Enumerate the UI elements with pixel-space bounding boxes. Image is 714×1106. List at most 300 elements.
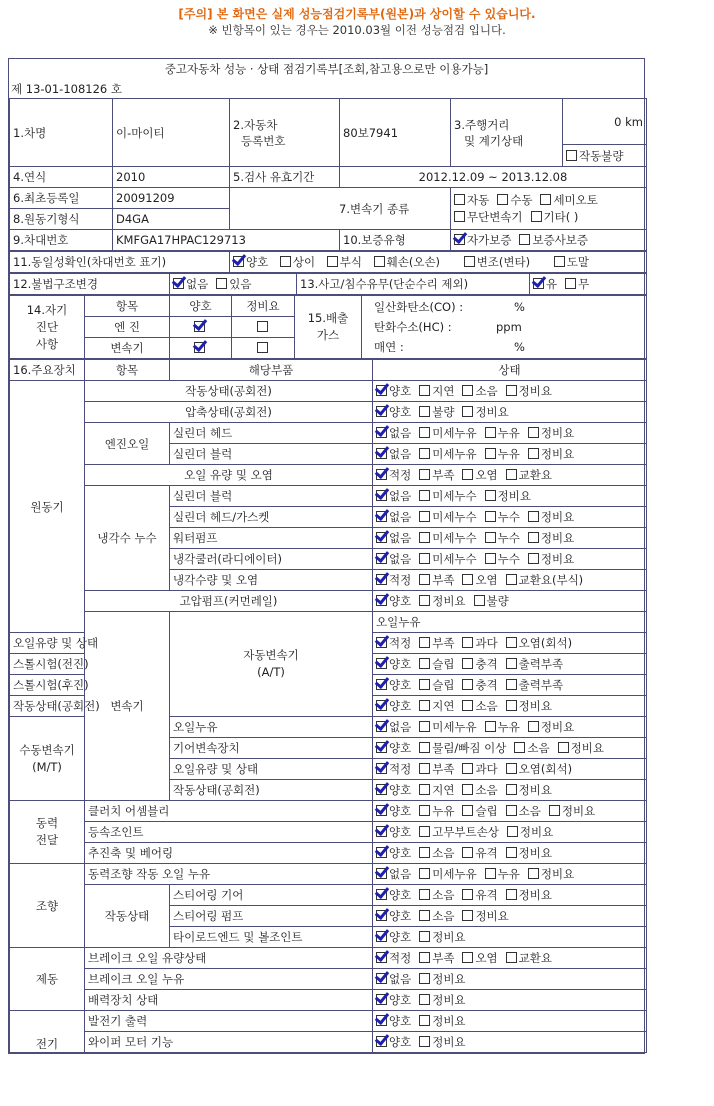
validity-value: 2012.12.09 ~ 2013.12.08 — [340, 167, 647, 188]
state-option-label: 정비요 — [518, 783, 552, 797]
checkbox — [419, 910, 430, 921]
checkbox-checked — [376, 700, 387, 711]
state-option-label: 불량 — [486, 594, 509, 608]
group-power-line1: 동력 — [35, 816, 59, 830]
state-c5 — [373, 570, 647, 591]
checkbox-checked — [376, 448, 387, 459]
state-option — [376, 783, 411, 797]
state-option — [462, 678, 497, 692]
state-option — [419, 825, 499, 839]
state-option-label: 정비요 — [475, 405, 509, 419]
checkbox — [506, 847, 517, 858]
first-reg-label: 6.최초등록일 — [10, 188, 113, 209]
hc-label: 탄화수소(HC) : — [374, 320, 452, 334]
part-c1: 실린더 블럭 — [170, 486, 373, 507]
checkbox — [419, 721, 430, 732]
state-option — [376, 1014, 411, 1028]
checkbox-checked — [376, 889, 387, 900]
state-c6 — [373, 591, 647, 612]
trans-semi: 세미오토 — [553, 192, 598, 207]
state-m1 — [373, 717, 647, 738]
state-option — [376, 489, 411, 503]
trans-manual: 수동 — [510, 192, 533, 207]
self-diag-engine-repair — [232, 317, 295, 338]
state-option — [419, 636, 454, 650]
state-option-label: 미세누유 — [432, 426, 477, 440]
major-devices-table — [9, 359, 647, 1053]
checkbox — [506, 574, 517, 585]
identity-differ: 상이 — [292, 255, 316, 269]
state-option — [376, 657, 411, 671]
state-option-label: 유격 — [475, 846, 498, 860]
accident-label: 13.사고/침수유무(단순수리 제외) — [297, 274, 530, 295]
state-option-label: 양호 — [389, 1035, 412, 1049]
checkbox — [506, 637, 517, 648]
state-option-label: 부족 — [432, 762, 455, 776]
checkbox-checked — [376, 910, 387, 921]
state-option-label: 정비요 — [518, 846, 552, 860]
state-option — [419, 552, 476, 566]
warning-notice: [주의] 본 화면은 실제 성능점검기록부(원본)과 상이할 수 있습니다. — [178, 7, 536, 21]
part-m4: 작동상태(공회전) — [170, 780, 373, 801]
state-option — [419, 972, 465, 986]
state-option — [485, 426, 520, 440]
checkbox — [462, 805, 473, 816]
checkbox-checked — [376, 637, 387, 648]
major-col-state: 상태 — [373, 360, 647, 381]
checkbox-checked — [233, 256, 244, 267]
emission-label — [295, 296, 362, 359]
state-option-label: 적정 — [389, 573, 412, 587]
group-steering: 조향 — [10, 864, 85, 948]
state-option — [507, 825, 553, 839]
illegal-options — [170, 274, 297, 295]
part-el1: 발전기 출력 — [85, 1011, 373, 1032]
checkbox — [506, 658, 517, 669]
state-option-label: 충격 — [475, 657, 498, 671]
state-option — [506, 573, 584, 587]
state-option — [376, 972, 411, 986]
checkbox-checked — [376, 490, 387, 501]
state-option — [419, 951, 454, 965]
state-option — [485, 447, 520, 461]
group-power-line2: 전달 — [35, 833, 59, 847]
state-option — [419, 405, 454, 419]
checkbox-checked — [376, 931, 387, 942]
state-option — [528, 426, 574, 440]
state-option — [376, 468, 411, 482]
car-name-value: 이-마이티 — [113, 99, 230, 167]
inoperable-label: 작동불량 — [579, 148, 624, 163]
part-m3: 오일유량 및 상태 — [170, 759, 373, 780]
state-option — [419, 426, 476, 440]
checkbox — [462, 385, 473, 396]
state-option-label: 소음 — [518, 804, 541, 818]
state-option-label: 정비요 — [540, 552, 575, 566]
self-diag-label-3: 사항 — [35, 336, 59, 351]
checkbox — [506, 469, 517, 480]
part-e3: 실린더 헤드 — [170, 423, 373, 444]
checkbox-checked — [376, 406, 387, 417]
state-option — [506, 783, 552, 797]
checkbox-checked — [376, 532, 387, 543]
state-option-label: 교환요(부식) — [518, 573, 584, 587]
state-option — [485, 531, 520, 545]
state-option — [376, 405, 411, 419]
checkbox — [419, 637, 430, 648]
state-option-label: 충격 — [475, 678, 498, 692]
group-brake: 제동 — [10, 948, 85, 1011]
checkbox — [419, 1015, 430, 1026]
group-power — [10, 801, 85, 864]
state-el1 — [373, 1011, 647, 1032]
checkbox — [257, 342, 268, 353]
checkbox — [257, 321, 268, 332]
checkbox — [464, 256, 475, 267]
state-option-label: 과다 — [475, 636, 498, 650]
period-note: ※ 빈항목이 있는 경우는 2010.03월 이전 성능점검 입니다. — [208, 23, 506, 37]
smoke-unit: % — [514, 340, 525, 354]
state-option — [419, 1014, 465, 1028]
checkbox — [419, 784, 430, 795]
reg-number-value: 80보7941 — [340, 99, 451, 167]
checkbox — [506, 889, 517, 900]
checkbox — [419, 553, 430, 564]
state-option — [376, 720, 411, 734]
state-option-label: 정비요 — [518, 699, 552, 713]
checkbox — [462, 889, 473, 900]
checkbox — [454, 194, 465, 205]
part-b2: 브레이크 오일 누유 — [85, 969, 373, 990]
checkbox-checked — [376, 763, 387, 774]
state-option-label: 양호 — [389, 657, 412, 671]
trans-auto: 자동 — [467, 192, 490, 207]
state-option-label: 슬립 — [432, 657, 455, 671]
state-option — [462, 468, 497, 482]
state-option — [462, 573, 497, 587]
part-a5: 작동상태(공회전) — [10, 696, 85, 717]
engine-type-value: D4GA — [113, 209, 230, 230]
state-option-label: 양호 — [389, 783, 412, 797]
checkbox-checked — [173, 278, 184, 289]
state-b2 — [373, 969, 647, 990]
basic-info-table — [9, 98, 647, 251]
major-col-item: 항목 — [85, 360, 170, 381]
checkbox-checked — [376, 868, 387, 879]
state-option — [462, 888, 497, 902]
group-mt-line2: (M/T) — [32, 759, 62, 774]
state-option — [462, 762, 497, 776]
checkbox — [462, 784, 473, 795]
state-option-label: 적정 — [389, 762, 412, 776]
part-s2: 스티어링 기어 — [170, 885, 373, 906]
checkbox-checked — [376, 385, 387, 396]
checkbox — [419, 847, 430, 858]
checkbox — [528, 448, 539, 459]
state-option — [419, 888, 454, 902]
state-option-label: 미세누수 — [432, 531, 477, 545]
state-option-label: 정비요 — [475, 909, 509, 923]
part-e5: 오일 유량 및 오염 — [85, 465, 373, 486]
state-option — [462, 384, 497, 398]
accident-yes: 유 — [546, 277, 558, 291]
state-option-label: 누유 — [497, 426, 520, 440]
state-p1 — [373, 801, 647, 822]
hc-unit: ppm — [496, 320, 522, 334]
state-option — [419, 846, 454, 860]
state-option-label: 오염 — [475, 468, 498, 482]
checkbox — [462, 469, 473, 480]
self-diag-table — [9, 295, 647, 359]
checkbox — [485, 868, 496, 879]
state-option — [506, 699, 552, 713]
checkbox — [485, 721, 496, 732]
state-option — [506, 678, 563, 692]
checkbox — [474, 595, 485, 606]
state-option-label: 오염(회석) — [518, 636, 573, 650]
checkbox — [514, 742, 525, 753]
state-option-label: 불량 — [432, 405, 455, 419]
checkbox — [419, 826, 430, 837]
state-m3 — [373, 759, 647, 780]
state-option — [462, 804, 497, 818]
state-option — [485, 489, 531, 503]
state-option-label: 누유 — [432, 804, 455, 818]
state-option-label: 부족 — [432, 573, 455, 587]
state-option-label: 정비요 — [540, 426, 575, 440]
state-option — [528, 531, 574, 545]
state-option-label: 정비요 — [432, 993, 466, 1007]
state-option-label: 누수 — [497, 531, 520, 545]
checkbox — [506, 763, 517, 774]
identity-corrosion: 부식 — [339, 255, 362, 269]
state-option-label: 부족 — [432, 468, 455, 482]
state-option — [376, 573, 411, 587]
state-option-label: 지연 — [432, 699, 455, 713]
co-unit: % — [514, 300, 525, 314]
state-option — [376, 909, 411, 923]
checkbox — [419, 595, 430, 606]
state-option-label: 양호 — [389, 594, 412, 608]
group-engine-oil: 엔진오일 — [85, 423, 170, 465]
part-c5: 냉각수량 및 오염 — [170, 570, 373, 591]
inspection-sheet — [8, 58, 645, 1054]
state-option-label: 없음 — [389, 531, 412, 545]
checkbox — [506, 952, 517, 963]
state-e4 — [373, 444, 647, 465]
state-p3 — [373, 843, 647, 864]
checkbox-checked — [376, 805, 387, 816]
state-option — [419, 930, 465, 944]
state-option-label: 적정 — [389, 951, 412, 965]
group-transmission: 변속기 — [85, 612, 170, 801]
checkbox — [528, 721, 539, 732]
state-option-label: 소음 — [432, 888, 455, 902]
state-option-label: 적정 — [389, 636, 412, 650]
state-option-label: 정비요 — [561, 804, 596, 818]
group-engine: 원동기 — [10, 381, 85, 633]
self-diag-engine-good — [170, 317, 232, 338]
checkbox-checked — [376, 427, 387, 438]
checkbox — [549, 805, 560, 816]
group-steering-op: 작동상태 — [85, 885, 170, 948]
checkbox — [528, 553, 539, 564]
state-option — [419, 867, 476, 881]
checkbox — [419, 931, 430, 942]
mileage-label — [451, 99, 563, 167]
state-option — [376, 741, 411, 755]
state-s2 — [373, 885, 647, 906]
checkbox-checked — [376, 679, 387, 690]
state-option-label: 출력부족 — [518, 678, 564, 692]
state-option — [376, 867, 411, 881]
state-option-label: 양호 — [389, 804, 412, 818]
self-diag-col-good: 양호 — [170, 296, 232, 317]
state-e1 — [373, 381, 647, 402]
co-label: 일산화탄소(CO) : — [374, 300, 464, 314]
major-label: 16.주요장치 — [10, 360, 85, 381]
state-a5 — [373, 696, 647, 717]
trans-other: 기타( ) — [543, 209, 579, 224]
state-option — [376, 531, 411, 545]
checkbox-checked — [376, 511, 387, 522]
state-option-label: 정비요 — [518, 384, 552, 398]
checkbox — [497, 194, 508, 205]
state-option — [419, 489, 476, 503]
self-diag-label-1: 14.자기 — [26, 302, 68, 317]
state-option — [419, 510, 476, 524]
checkbox — [419, 763, 430, 774]
state-option — [485, 720, 520, 734]
state-option-label: 없음 — [389, 552, 412, 566]
state-option — [419, 762, 454, 776]
state-option-label: 양호 — [389, 993, 412, 1007]
state-a3 — [373, 654, 647, 675]
state-option-label: 없음 — [389, 867, 412, 881]
state-option-label: 소음 — [475, 699, 498, 713]
state-option-label: 누수 — [497, 510, 520, 524]
checkbox — [485, 553, 496, 564]
sheet-number: 제 13-01-108126 호 — [11, 82, 122, 96]
state-option-label: 양호 — [389, 846, 412, 860]
state-m2 — [373, 738, 647, 759]
state-c1 — [373, 486, 647, 507]
state-option-label: 슬립 — [432, 678, 455, 692]
state-option — [528, 552, 574, 566]
state-m4 — [373, 780, 647, 801]
checkbox — [419, 805, 430, 816]
checkbox — [558, 742, 569, 753]
trans-spacer — [230, 188, 451, 230]
state-option — [419, 573, 454, 587]
emission-label-1: 15.배출 — [307, 311, 349, 325]
state-option — [462, 846, 497, 860]
group-at-line1: 자동변속기 — [243, 648, 299, 662]
state-option — [419, 531, 476, 545]
checkbox — [528, 532, 539, 543]
accident-no: 무 — [578, 277, 590, 291]
part-p1: 클러치 어셈블리 — [85, 801, 373, 822]
reg-label-line2: 등록번호 — [241, 133, 286, 148]
state-option-label: 정비요 — [570, 741, 604, 755]
state-option — [558, 741, 604, 755]
state-option-label: 없음 — [389, 447, 412, 461]
illegal-table — [9, 273, 647, 295]
state-option-label: 양호 — [389, 384, 412, 398]
checkbox — [565, 278, 576, 289]
part-c2: 실린더 헤드/가스켓 — [170, 507, 373, 528]
state-option — [528, 867, 574, 881]
self-diag-label — [10, 296, 85, 359]
self-diag-label-2: 진단 — [35, 319, 59, 334]
checkbox-checked — [376, 721, 387, 732]
part-el2: 와이퍼 모터 기능 — [85, 1032, 373, 1053]
state-e2 — [373, 402, 647, 423]
state-option — [376, 699, 411, 713]
state-s1 — [373, 864, 647, 885]
checkbox — [462, 637, 473, 648]
checkbox — [419, 574, 430, 585]
checkbox — [528, 511, 539, 522]
checkbox-checked — [376, 847, 387, 858]
state-option — [419, 741, 506, 755]
state-option — [419, 468, 454, 482]
checkbox — [506, 700, 517, 711]
trans-cvt: 무단변속기 — [467, 209, 523, 224]
state-c4 — [373, 549, 647, 570]
part-b3: 배력장치 상태 — [85, 990, 373, 1011]
checkbox — [419, 511, 430, 522]
checkbox-checked — [376, 784, 387, 795]
checkbox — [419, 742, 430, 753]
state-option — [419, 447, 476, 461]
checkbox — [462, 574, 473, 585]
state-option — [506, 846, 552, 860]
state-option-label: 미세누수 — [432, 552, 477, 566]
checkbox — [419, 469, 430, 480]
state-option-label: 정비요 — [540, 510, 575, 524]
state-option — [376, 1035, 411, 1049]
part-p3: 추진축 및 베어링 — [85, 843, 373, 864]
checkbox — [419, 490, 430, 501]
checkbox — [419, 889, 430, 900]
state-option-label: 유격 — [475, 888, 498, 902]
state-option — [506, 804, 541, 818]
state-c3 — [373, 528, 647, 549]
state-option — [474, 594, 509, 608]
state-option — [376, 888, 411, 902]
state-option — [376, 804, 411, 818]
state-p2 — [373, 822, 647, 843]
checkbox — [462, 763, 473, 774]
checkbox-checked — [376, 1015, 387, 1026]
state-option — [419, 783, 454, 797]
state-option — [506, 762, 572, 776]
state-option-label: 미세누수 — [432, 510, 477, 524]
state-option-label: 미세누유 — [432, 447, 477, 461]
state-option-label: 소음 — [475, 783, 498, 797]
state-option — [376, 930, 411, 944]
state-option — [506, 468, 552, 482]
state-option — [419, 804, 454, 818]
state-option — [419, 594, 465, 608]
state-option — [419, 678, 454, 692]
identity-painted: 도말 — [566, 255, 589, 269]
checkbox — [519, 234, 530, 245]
state-option-label: 없음 — [389, 510, 412, 524]
checkbox — [419, 994, 430, 1005]
identity-options — [230, 252, 647, 273]
